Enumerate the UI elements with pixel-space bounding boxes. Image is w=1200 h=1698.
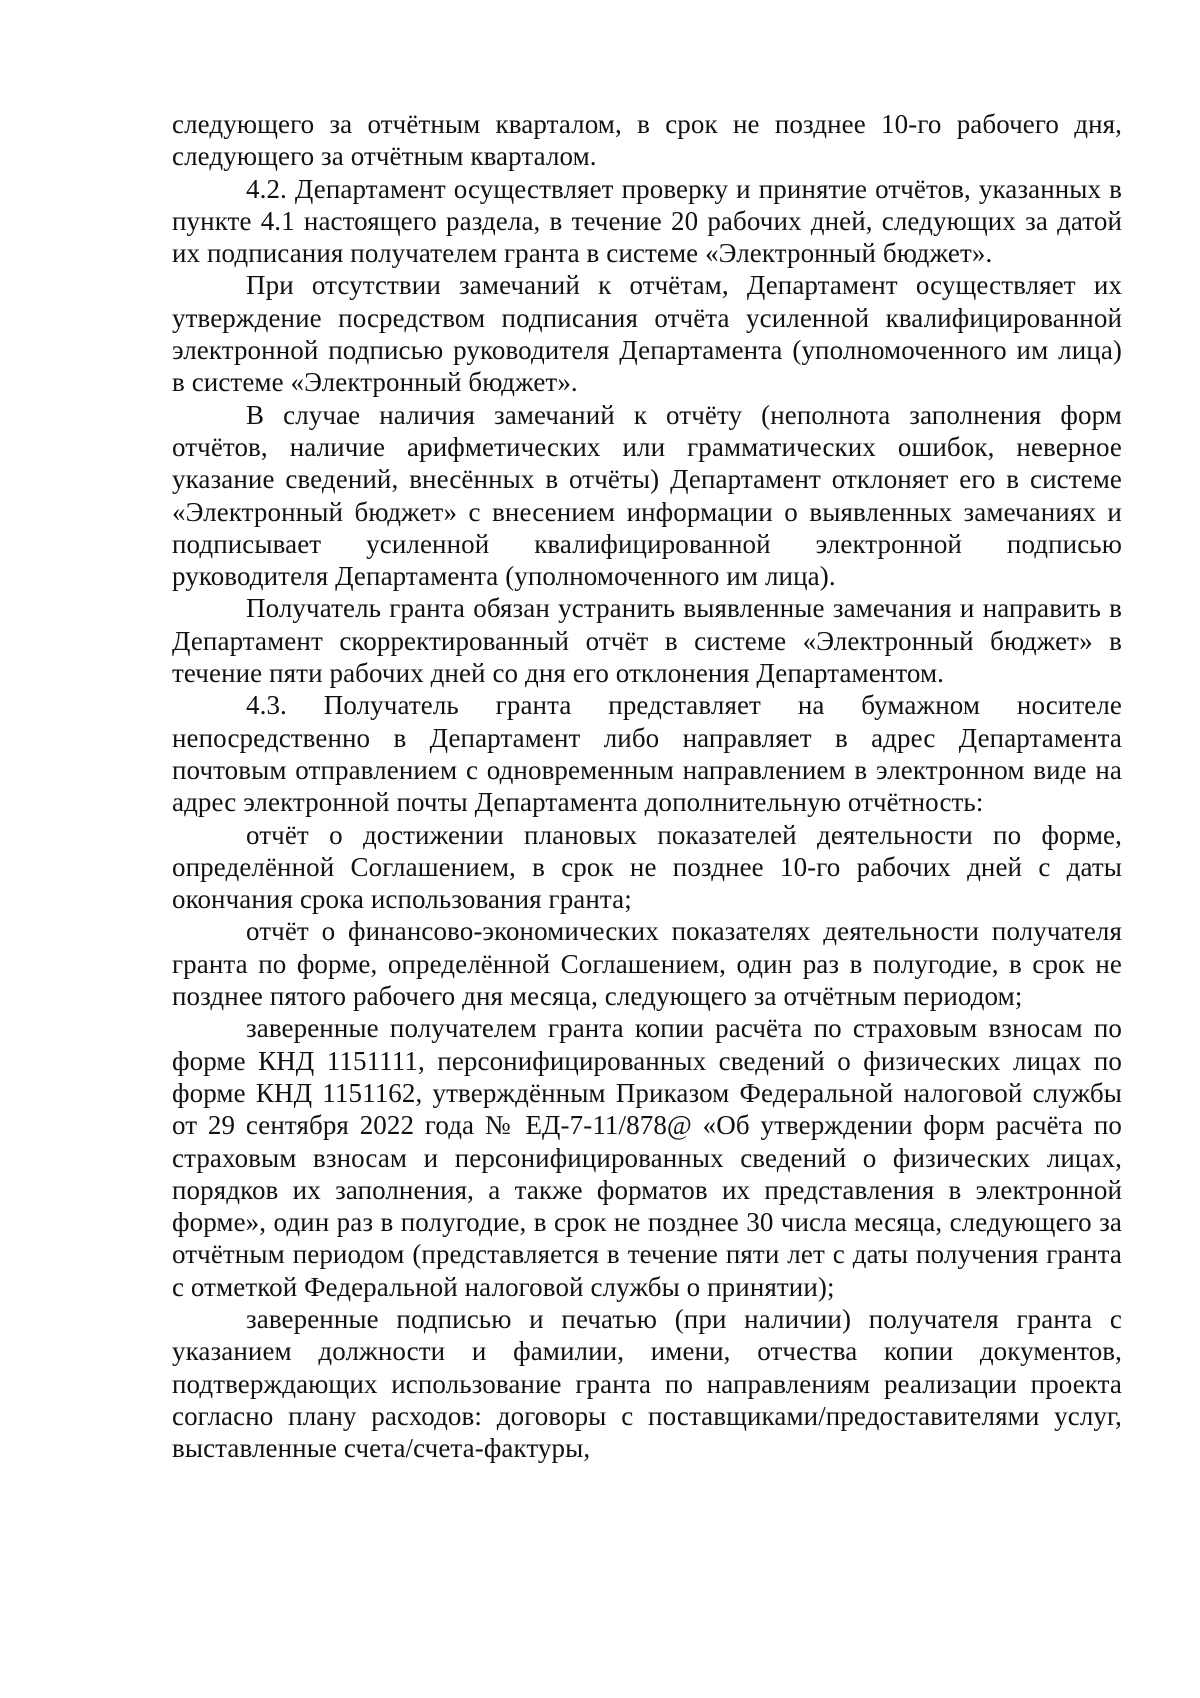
paragraph-correction: Получатель гранта обязан устранить выявленные замечания и направить в Департамент скорректированный отчёт в системе «Электронный бюджет» в течение пяти рабочих дней со дня его отклонения Департаментом. xyxy=(172,593,1122,689)
paragraph-4-3: 4.3. Получатель гранта представляет на бумажном носителе непосредственно в Департамент либо направляет в адрес Департамента почтовым отправлением с одновременным направлением в электронном виде на адрес электронной почты Департамента дополнительную отчётность: xyxy=(172,690,1122,818)
paragraph-finance-report: отчёт о финансово-экономических показателях деятельности получателя гранта по форме, определённой Соглашением, один раз в полугодие, в срок не позднее пятого рабочего дня месяца, следующего за отчётным периодом; xyxy=(172,916,1122,1012)
paragraph-4-2: 4.2. Департамент осуществляет проверку и принятие отчётов, указанных в пункте 4.1 настоящего раздела, в течение 20 рабочих дней, следующих за датой их подписания получателем гранта в системе «Электронный бюджет». xyxy=(172,173,1122,269)
paragraph-plan-report: отчёт о достижении плановых показателей деятельности по форме, определённой Соглашением, в срок не позднее 10-го рабочих дней с даты окончания срока использования гранта; xyxy=(172,819,1122,915)
paragraph-approval: При отсутствии замечаний к отчётам, Департамент осуществляет их утверждение посредством подписания отчёта усиленной квалифицированной электронной подписью руководителя Департамента (уполномоченного им лица) в системе «Электронный бюджет». xyxy=(172,270,1122,398)
paragraph-insurance-copies: заверенные получателем гранта копии расчёта по страховым взносам по форме КНД 1151111, персонифицированных сведений о физических лицах по форме КНД 1151162, утверждённым Приказом Федеральной налоговой службы от 29 сентября 2022 года № ЕД-7-11/878@ «Об утверждении форм расчёта по страховым взносам и персонифицированных сведений о физических лицах, порядков их заполнения, а также форматов их представления в электронной форме», один раз в полугодие, в срок не позднее 30 числа месяца, следующего за отчётным периодом (представляется в течение пяти лет с даты получения гранта с отметкой Федеральной налоговой службы о принятии); xyxy=(172,1013,1122,1302)
paragraph-documents-copies: заверенные подписью и печатью (при наличии) получателя гранта с указанием должности и фамилии, имени, отчества копии документов, подтверждающих использование гранта по направлениям реализации проекта согласно плану расходов: договоры с поставщиками/предоставителями услуг, выставленные счета/счета-фактуры, xyxy=(172,1303,1122,1464)
paragraph-rejection: В случае наличия замечаний к отчёту (неполнота заполнения форм отчётов, наличие арифметических или грамматических ошибок, неверное указание сведений, внесённых в отчёты) Департамент отклоняет его в системе «Электронный бюджет» с внесением информации о выявленных замечаниях и подписывает усиленной квалифицированной электронной подписью руководителя Департамента (уполномоченного им лица). xyxy=(172,399,1122,592)
document-page xyxy=(172,108,1122,1464)
paragraph-continuation: следующего за отчётным кварталом, в срок не позднее 10-го рабочего дня, следующего за отчётным кварталом. xyxy=(172,109,1122,172)
